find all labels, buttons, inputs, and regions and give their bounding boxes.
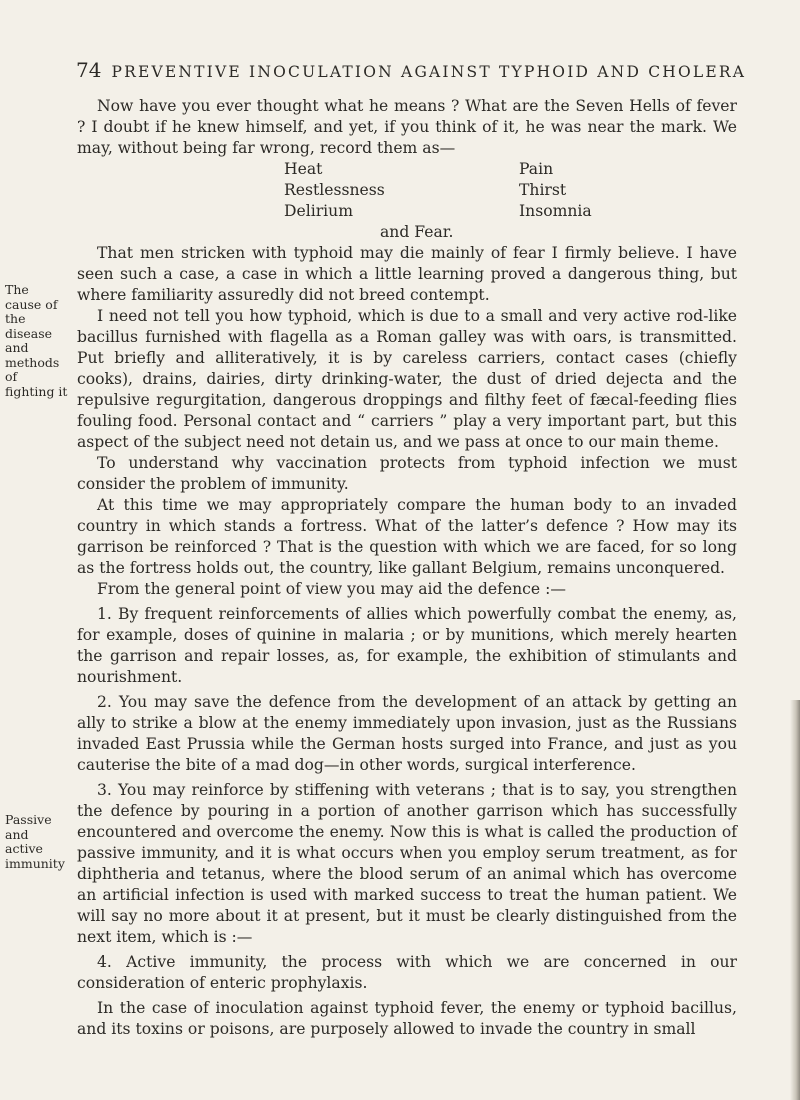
paragraph: From the general point of view you may aid the defence :— xyxy=(97,580,566,598)
paragraph: Now have you ever thought what he means ? What are the Seven Hells of fever ? I doubt if he knew himself, and yet, if you think of it, he was near the mark. We may, without being far wrong, record them as— xyxy=(77,97,737,157)
paragraph: I need not tell you how typhoid, which is due to a small and very active rod-like bacillus furnished with flagella as a Roman galley was with oars, is transmitted. Put briefly and alliteratively, it is by careless carriers, contact cases (chiefly cooks), drains, dairies, dirty drinking-water, the dust of dried dejecta and the repulsive regurgitation, dangerous droppings and filthy feet of fæcal-feeding flies fouling food. Personal contact and “ carriers ” play a very important part, but this aspect of the subject need not detain us, and we pass at once to our main theme. xyxy=(77,307,737,451)
symptom-item: Insomnia xyxy=(519,202,592,220)
body-text xyxy=(77,96,737,1040)
numbered-paragraph: 4. Active immunity, the process with which we are concerned in our consideration of enteric prophylaxis. xyxy=(77,953,737,992)
symptom-column-left xyxy=(284,159,385,222)
symptom-item: Heat xyxy=(284,160,323,178)
running-header xyxy=(76,58,756,82)
numbered-paragraph: 1. By frequent reinforcements of allies which powerfully combat the enemy, as, for example, doses of quinine in malaria ; or by munitions, which merely hearten the garrison and repair losses, as, for example, the exhibition of stimulants and nourishment. xyxy=(77,605,737,686)
numbered-paragraph: 3. You may reinforce by stiffening with veterans ; that is to say, you strengthen the defence by pouring in a portion of another garrison which has successfully encountered and overcome the enemy. Now this is what is called the production of passive immunity, and it is what occurs when you employ serum treatment, as for diphtheria and tetanus, where the blood serum of an animal which has overcome an artificial infection is used with marked success to treat the human patient. We will say no more about it at present, but it must be clearly distinguished from the next item, which is :— xyxy=(77,781,737,946)
symptom-item: Delirium xyxy=(284,202,353,220)
symptom-item: Restlessness xyxy=(284,181,385,199)
paragraph: At this time we may appropriately compare the human body to an invaded country in which stands a fortress. What of the latter’s defence ? How may its garrison be reinforced ? That is the question with which we are faced, for so long as the fortress holds out, the country, like gallant Belgium, remains unconquered. xyxy=(77,496,737,577)
paragraph: In the case of inoculation against typhoid fever, the enemy or typhoid bacillus, and its toxins or poisons, are purposely allowed to invade the country in small xyxy=(77,999,737,1038)
symptom-column-right xyxy=(519,159,592,222)
symptom-item: Thirst xyxy=(519,181,567,199)
paragraph: To understand why vaccination protects from typhoid infection we must consider the problem of immunity. xyxy=(77,454,737,493)
symptom-item-fear: and Fear. xyxy=(380,223,454,241)
page-edge-shadow xyxy=(790,700,800,1100)
symptom-item: Pain xyxy=(519,160,554,178)
sidenote-cause: The cause of the disease and methods of fighting it xyxy=(5,282,68,399)
symptom-list xyxy=(77,159,737,243)
page-number: 74 xyxy=(76,58,102,82)
sidenote-immunity: Passive and active immunity xyxy=(5,812,65,871)
numbered-paragraph: 2. You may save the defence from the development of an attack by getting an ally to strike a blow at the enemy immediately upon invasion, just as the Russians invaded East Prussia while the German hosts surged into France, and just as you cauterise the bite of a mad dog—in other words, surgical interference. xyxy=(77,693,737,774)
paragraph: That men stricken with typhoid may die mainly of fear I firmly believe. I have seen such a case, a case in which a little learning proved a dangerous thing, but where familiarity assuredly did not breed contempt. xyxy=(77,244,737,304)
running-title: PREVENTIVE INOCULATION AGAINST TYPHOID AND CHOLERA xyxy=(111,63,747,81)
